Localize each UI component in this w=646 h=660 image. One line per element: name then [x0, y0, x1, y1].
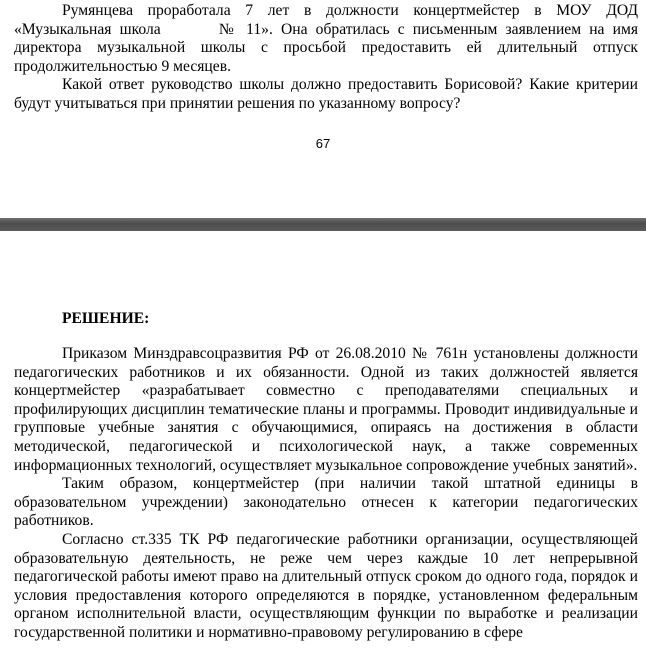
solution-paragraph-1: Приказом Минздравсоцразвития РФ от 26.08.2010 № 761н установлены должности педагогических работников и их обязанности. Одной из таких должностей является концертмейстер «разрабатывает совместно с преподавателями специальных и профилирующих дисциплин тематические планы и программы. Проводит индивидуальные и групповые учебные занятия с обучающимися, опираясь на достижения в области методической, педагогической и психологической наук, а также современных информационных технологий, осуществляет музыкальное сопровождение учебных занятий».	[14, 345, 638, 474]
task-paragraph-2: Какой ответ руководство школы должно предоставить Борисовой? Какие критерии будут учитываться при принятии решения по указанному вопросу?	[14, 76, 638, 112]
solution-paragraph-3: Согласно ст.335 ТК РФ педагогические работники организации, осуществляющей образовательную деятельность, не реже чем через каждые 10 лет непрерывной педагогической работы имеют право на длительный отпуск сроком до одного года, порядок и условия предоставления которого определяются в порядке, установленном федеральным органом исполнительной власти, осуществляющим функции по выработке и реализации государственной политики и нормативно-правовому регулированию в сфере	[14, 530, 638, 641]
page-number: 67	[315, 136, 331, 151]
page-separator	[0, 218, 646, 231]
task-paragraph-1	[14, 2, 638, 76]
solution-paragraph-2: Таким образом, концертмейстер (при наличии такой штатной единицы в образовательном учреждении) законодательно отнесен к категории педагогических работников.	[14, 475, 638, 530]
solution-text-block	[14, 345, 638, 643]
task-text-block	[14, 2, 638, 114]
task-paragraph-1-part1: Румянцева проработала 7 лет в должности концертмейстер в МОУ ДОД «Музыкальная школа	[14, 2, 638, 38]
task-paragraph-1-part2: № 11». Она обратилась с письменным заявлением на имя директора музыкальной школы с просьбой предоставить ей длительный отпуск продолжительностью 9 месяцев.	[14, 20, 639, 75]
solution-heading: РЕШЕНИЕ:	[62, 310, 150, 327]
